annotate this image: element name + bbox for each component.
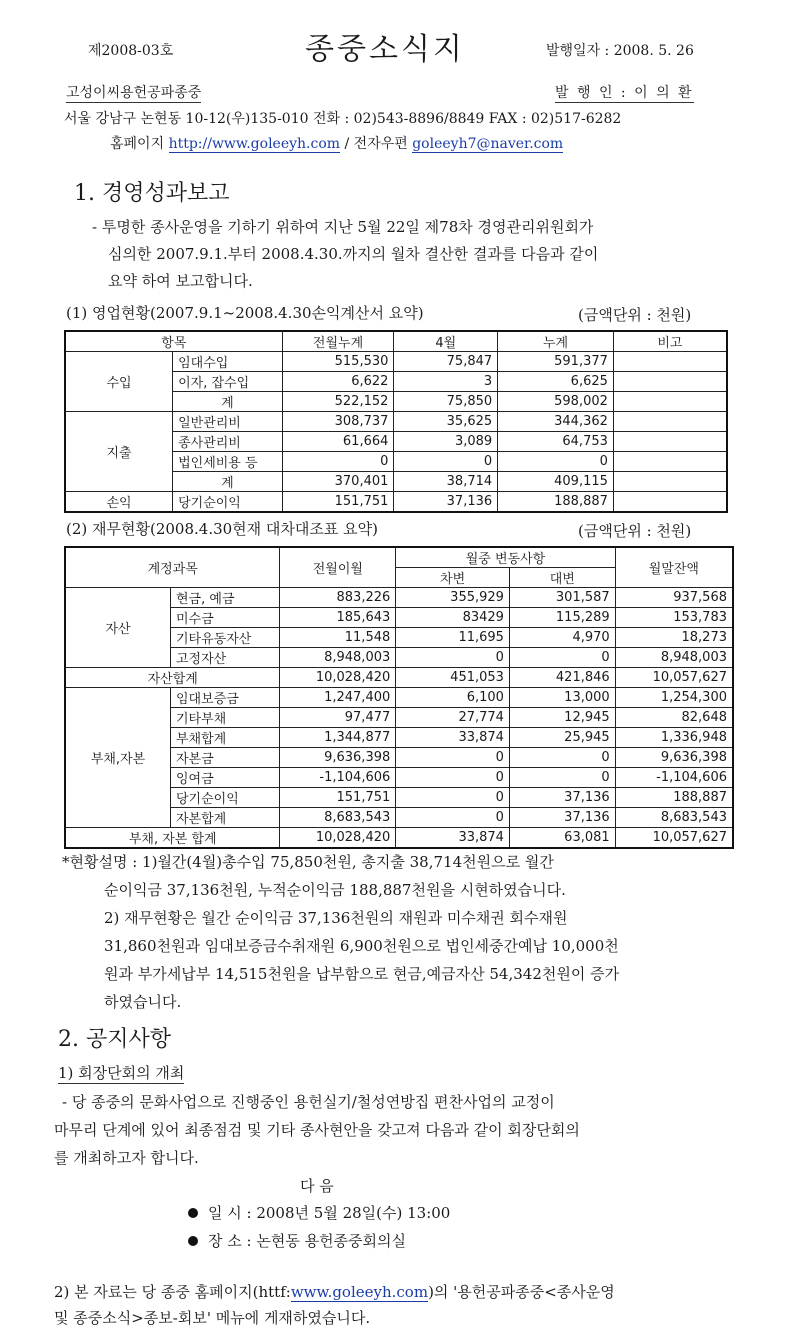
cell <box>613 372 727 392</box>
cell: 451,053 <box>396 668 510 688</box>
row-item: 법인세비용 등 <box>173 452 283 472</box>
cell: -1,104,606 <box>615 768 733 788</box>
homepage-link[interactable]: http://www.goleeyh.com <box>168 136 341 152</box>
row-item: 고정자산 <box>171 648 280 668</box>
cell: 9,636,398 <box>280 748 396 768</box>
meeting-time-text: 일 시 : 2008년 5월 28일(수) 13:00 <box>208 1204 451 1222</box>
row-item: 이자, 잡수입 <box>173 372 283 392</box>
row-item: 종사관리비 <box>173 432 283 452</box>
col-debit: 차변 <box>396 568 510 588</box>
cell: 591,377 <box>498 352 614 372</box>
cell: 0 <box>396 808 510 828</box>
cell: 1,254,300 <box>615 688 733 708</box>
col-prev-total: 전월누계 <box>282 331 394 352</box>
notice-line-2: 마무리 단계에 있어 최종점검 및 기타 종사현안을 갖고져 다음과 같이 회장단회의 <box>54 1121 580 1139</box>
cell: 11,695 <box>396 628 510 648</box>
row-item: 자본금 <box>171 748 280 768</box>
row-item: 기타유동자산 <box>171 628 280 648</box>
row-item: 잉여금 <box>171 768 280 788</box>
col-remarks: 비고 <box>613 331 727 352</box>
cell: 0 <box>396 648 510 668</box>
cell: 6,622 <box>282 372 394 392</box>
notice-2-line-2: 및 종중소식>종보-회보' 메뉴에 게재하였습니다. <box>54 1309 371 1327</box>
cell: 188,887 <box>498 492 614 513</box>
cell: 0 <box>509 768 615 788</box>
cell: 522,152 <box>282 392 394 412</box>
group-assets: 자산 <box>65 588 171 668</box>
cell: 75,850 <box>394 392 498 412</box>
assets-total-label: 자산합계 <box>65 668 280 688</box>
cell: 25,945 <box>509 728 615 748</box>
cell: 8,683,543 <box>280 808 396 828</box>
col-credit: 대변 <box>509 568 615 588</box>
cell: 37,136 <box>509 788 615 808</box>
table-row <box>65 588 733 608</box>
cell: 97,477 <box>280 708 396 728</box>
cell: 153,783 <box>615 608 733 628</box>
notice-2-line-1 <box>54 1278 615 1306</box>
row-item: 현금, 예금 <box>171 588 280 608</box>
cell: 0 <box>396 788 510 808</box>
row-item: 임대보증금 <box>171 688 280 708</box>
cell: 8,948,003 <box>280 648 396 668</box>
col-end-balance: 월말잔액 <box>615 547 733 588</box>
cell: 3,089 <box>394 432 498 452</box>
email-label: / 전자우편 <box>340 136 408 152</box>
cell: 63,081 <box>509 828 615 849</box>
liab-equity-total-label: 부채, 자본 합계 <box>65 828 280 849</box>
section-2-heading: 2. 공지사항 <box>58 1027 171 1052</box>
note-line-6: 하였습니다. <box>104 993 182 1011</box>
cell: 10,057,627 <box>615 828 733 849</box>
group-expense: 지출 <box>65 412 173 492</box>
cell: 37,136 <box>394 492 498 513</box>
table-header-row <box>65 331 727 352</box>
table-row <box>65 352 727 372</box>
cell: 151,751 <box>282 492 394 513</box>
cell: 10,028,420 <box>280 668 396 688</box>
cell: -1,104,606 <box>280 768 396 788</box>
meeting-place <box>188 1230 406 1251</box>
table-header-row <box>65 547 733 568</box>
cell <box>613 432 727 452</box>
cell: 188,887 <box>615 788 733 808</box>
cell: 370,401 <box>282 472 394 492</box>
notice-line-3: 를 개최하고자 합니다. <box>54 1149 199 1167</box>
email-link[interactable]: goleeyh7@naver.com <box>412 136 564 152</box>
cell: 355,929 <box>396 588 510 608</box>
row-item: 계 <box>173 472 283 492</box>
follows-label: 다 음 <box>300 1177 334 1195</box>
organization-name: 고성이씨용헌공파종중 <box>66 82 201 103</box>
cell: 598,002 <box>498 392 614 412</box>
note-line-1: *현황설명 : 1)월간(4월)총수입 75,850천원, 총지출 38,714천원으로 월간 <box>62 853 554 871</box>
intro-line-2: 심의한 2007.9.1.부터 2008.4.30.까지의 월차 결산한 결과를 다음과 같이 <box>108 245 599 263</box>
meeting-place-text: 장 소 : 논현동 용헌종중회의실 <box>208 1232 407 1250</box>
cell: 13,000 <box>509 688 615 708</box>
row-item: 계 <box>173 392 283 412</box>
cell <box>613 352 727 372</box>
cell: 64,753 <box>498 432 614 452</box>
cell: 6,625 <box>498 372 614 392</box>
cell: 83429 <box>396 608 510 628</box>
cell: 883,226 <box>280 588 396 608</box>
address-line: 서울 강남구 논현동 10-12(우)135-010 전화 : 02)543-8896/8849 FAX : 02)517-6282 <box>64 111 622 127</box>
table-row <box>65 492 727 513</box>
note-line-2: 순이익금 37,136천원, 누적순이익금 188,887천원을 시현하였습니다. <box>104 881 566 899</box>
note-line-5: 원과 부가세납부 14,515천원을 납부함으로 현금,예금자산 54,342천원이 증가 <box>104 965 620 983</box>
cell: 82,648 <box>615 708 733 728</box>
cell: 8,683,543 <box>615 808 733 828</box>
cell: 1,247,400 <box>280 688 396 708</box>
cell: 10,028,420 <box>280 828 396 849</box>
col-cumulative: 누계 <box>498 331 614 352</box>
row-item: 임대수입 <box>173 352 283 372</box>
cell: 12,945 <box>509 708 615 728</box>
cell: 115,289 <box>509 608 615 628</box>
cell: 0 <box>282 452 394 472</box>
subsection-heading: 1) 회장단회의 개최 <box>58 1064 185 1082</box>
intro-line-3: 요약 하여 보고합니다. <box>108 272 253 290</box>
note-line-3: 2) 재무현황은 월간 순이익금 37,136천원의 재원과 미수채권 회수재원 <box>104 909 568 927</box>
table-row <box>65 828 733 849</box>
row-item: 당기순이익 <box>171 788 280 808</box>
table1-caption: (1) 영업현황(2007.9.1~2008.4.30손익계산서 요약) <box>66 304 424 322</box>
bullet-icon <box>188 1236 198 1246</box>
cell: 185,643 <box>280 608 396 628</box>
col-prev-balance: 전월이월 <box>280 547 396 588</box>
group-income: 수입 <box>65 352 173 412</box>
col-april: 4월 <box>394 331 498 352</box>
cell: 38,714 <box>394 472 498 492</box>
meeting-time <box>188 1202 450 1223</box>
cell <box>613 392 727 412</box>
col-item: 항목 <box>65 331 282 352</box>
table1-unit: (금액단위 : 천원) <box>578 306 692 324</box>
cell: 0 <box>394 452 498 472</box>
cell: 0 <box>498 452 614 472</box>
cell: 75,847 <box>394 352 498 372</box>
cell: 0 <box>509 748 615 768</box>
cell: 0 <box>396 748 510 768</box>
cell: 61,664 <box>282 432 394 452</box>
note-line-4: 31,860천원과 임대보증금수취재원 6,900천원으로 법인세중간예납 10,000천 <box>104 937 619 955</box>
notice-2-text-a: 2) 본 자료는 당 종중 홈페이지(httf: <box>54 1283 291 1301</box>
cell: 4,970 <box>509 628 615 648</box>
table-row <box>65 412 727 432</box>
table-row <box>65 688 733 708</box>
cell: 1,344,877 <box>280 728 396 748</box>
row-item: 기타부채 <box>171 708 280 728</box>
cell: 515,530 <box>282 352 394 372</box>
row-item: 미수금 <box>171 608 280 628</box>
cell: 33,874 <box>396 728 510 748</box>
notice-line-1: - 당 종중의 문화사업으로 진행중인 용헌실기/철성연방집 편찬사업의 교정이 <box>62 1093 555 1111</box>
cell: 37,136 <box>509 808 615 828</box>
cell: 3 <box>394 372 498 392</box>
cell <box>613 472 727 492</box>
balance-sheet-table <box>64 546 734 849</box>
cell: 10,057,627 <box>615 668 733 688</box>
notice-2-text-b: )의 '용헌공파종중<종사운영 <box>428 1283 615 1301</box>
cell: 344,362 <box>498 412 614 432</box>
cell <box>613 492 727 513</box>
row-item: 일반관리비 <box>173 412 283 432</box>
cell: 18,273 <box>615 628 733 648</box>
intro-line-1: - 투명한 종사운영을 기하기 위하여 지난 5월 22일 제78차 경영관리위원회가 <box>92 218 594 236</box>
table2-unit: (금액단위 : 천원) <box>578 522 692 540</box>
table2-caption: (2) 재무현황(2008.4.30현재 대차대조표 요약) <box>66 520 378 538</box>
publisher: 발 행 인 : 이 의 환 <box>555 82 694 103</box>
col-account: 계정과목 <box>65 547 280 588</box>
cell: 35,625 <box>394 412 498 432</box>
cell: 33,874 <box>396 828 510 849</box>
issue-number: 제2008-03호 <box>88 43 174 59</box>
group-liabilities-equity: 부채,자본 <box>65 688 171 828</box>
cell: 27,774 <box>396 708 510 728</box>
cell: 301,587 <box>509 588 615 608</box>
contact-web-line <box>110 133 563 153</box>
cell: 0 <box>509 648 615 668</box>
cell: 0 <box>396 768 510 788</box>
newsletter-title: 종중소식지 <box>305 32 465 67</box>
group-profit: 손익 <box>65 492 173 513</box>
cell <box>613 412 727 432</box>
income-statement-table <box>64 330 728 513</box>
row-item: 당기순이익 <box>173 492 283 513</box>
cell: 409,115 <box>498 472 614 492</box>
issue-date: 발행일자 : 2008. 5. 26 <box>546 43 694 59</box>
cell: 9,636,398 <box>615 748 733 768</box>
cell: 8,948,003 <box>615 648 733 668</box>
cell: 308,737 <box>282 412 394 432</box>
cell: 421,846 <box>509 668 615 688</box>
homepage-label: 홈페이지 <box>110 136 165 152</box>
cell <box>613 452 727 472</box>
row-item: 자본합계 <box>171 808 280 828</box>
cell: 937,568 <box>615 588 733 608</box>
cell: 6,100 <box>396 688 510 708</box>
cell: 151,751 <box>280 788 396 808</box>
cell: 1,336,948 <box>615 728 733 748</box>
bullet-icon <box>188 1208 198 1218</box>
homepage-link-2[interactable]: www.goleeyh.com <box>290 1283 429 1301</box>
col-monthly-change: 월중 변동사항 <box>396 547 615 568</box>
section-1-heading: 1. 경영성과보고 <box>74 181 230 206</box>
row-item: 부채합계 <box>171 728 280 748</box>
cell: 11,548 <box>280 628 396 648</box>
table-row <box>65 668 733 688</box>
